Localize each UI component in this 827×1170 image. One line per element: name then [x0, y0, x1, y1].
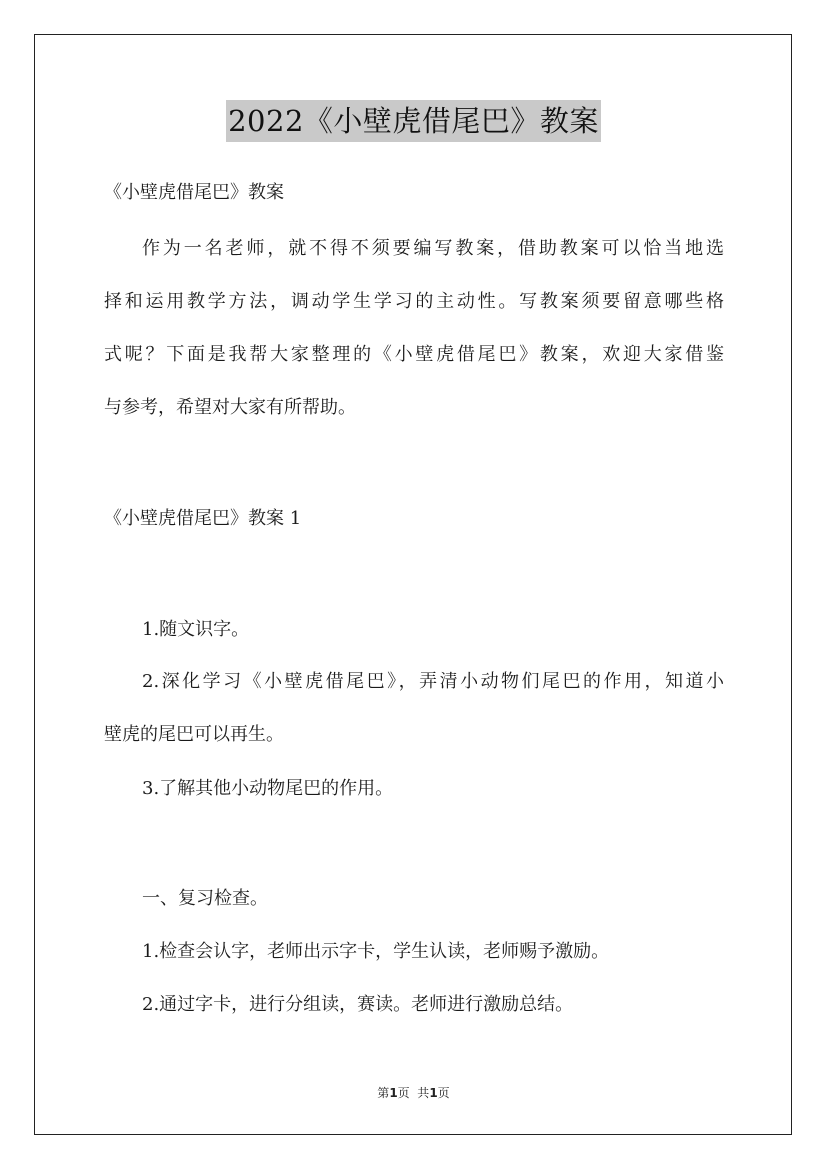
document-subtitle: 《小壁虎借尾巴》教案: [104, 182, 284, 203]
intro-line: 式呢？下面是我帮大家整理的《小壁虎借尾巴》教案，欢迎大家借鉴: [104, 344, 724, 365]
review-item: 1.检查会认字，老师出示字卡，学生认读，老师赐予激励。: [142, 941, 610, 962]
goal-item: 壁虎的尾巴可以再生。: [104, 724, 284, 745]
document-title: 2022《小壁虎借尾巴》教案: [226, 100, 601, 142]
footer-suffix: 页: [437, 1086, 450, 1100]
goal-item: 2.深化学习《小壁虎借尾巴》，弄清小动物们尾巴的作用，知道小: [142, 671, 724, 692]
goal-item: 3.了解其他小动物尾巴的作用。: [142, 778, 394, 799]
intro-line: 择和运用教学方法，调动学生学习的主动性。写教案须要留意哪些格: [104, 291, 724, 312]
intro-line: 与参考，希望对大家有所帮助。: [104, 397, 356, 418]
footer-prefix: 第: [377, 1086, 390, 1100]
page-footer: [0, 1084, 827, 1101]
intro-line: 作为一名老师，就不得不须要编写教案，借助教案可以恰当地选: [142, 238, 724, 259]
section-heading: 《小壁虎借尾巴》教案 1: [104, 508, 302, 529]
title-container: [0, 100, 827, 142]
goal-item: 1.随文识字。: [142, 619, 250, 640]
review-item: 2.通过字卡，进行分组读，赛读。老师进行激励总结。: [142, 994, 574, 1015]
footer-mid: 页 共: [397, 1086, 430, 1100]
footer-total-pages: 1: [429, 1086, 438, 1100]
review-heading: 一、复习检查。: [142, 888, 268, 909]
footer-page-number: 1: [389, 1086, 398, 1100]
